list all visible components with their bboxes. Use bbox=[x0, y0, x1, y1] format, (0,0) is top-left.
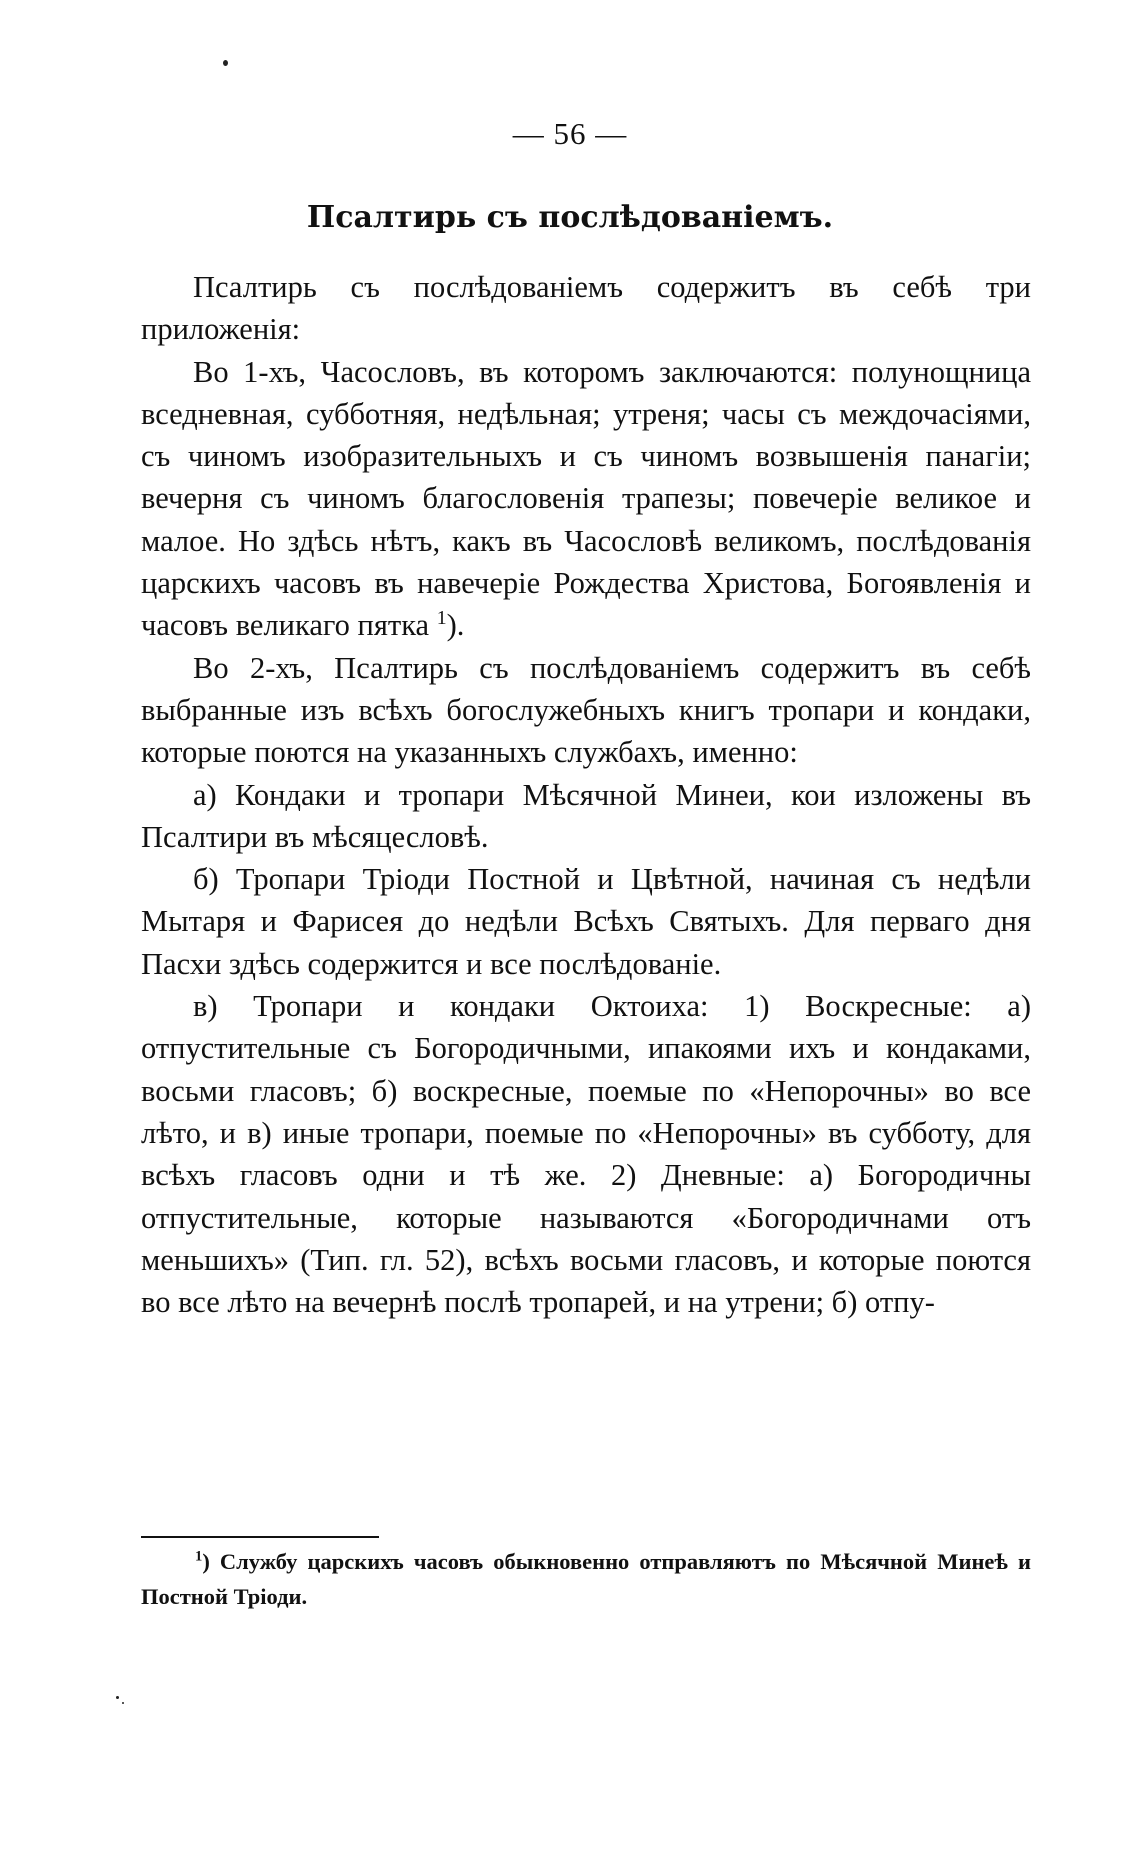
ink-speck bbox=[223, 60, 228, 66]
body-text bbox=[141, 266, 1031, 1323]
paragraph-second-appendix: Во 2-хъ, Псалтирь съ послѣдованіемъ содержитъ въ себѣ выбранные изъ всѣхъ богослужебныхъ книгъ тропари и кондаки, которые поются на указанныхъ службахъ, именно: bbox=[141, 650, 1031, 770]
ink-speck bbox=[116, 1696, 119, 1699]
footnote-text: ) Службу царскихъ часовъ обыкновенно отправляютъ по Мѣсячной Минеѣ и Постной Тріоди. bbox=[141, 1549, 1031, 1609]
paragraph-item-v: в) Тропари и кондаки Октоиха: 1) Воскресные: а) отпустительные съ Богородичными, ипакоями ихъ и кондаками, восьми гласовъ; б) воскресные, поемые по «Непорочны» во все лѣто, и в) иные тропари, поемые по «Непорочны» въ субботу, для всѣхъ гласовъ одни и тѣ же. 2) Дневные: а) Богородичны отпустительные, которые называются «Богородичнами отъ меньшихъ» (Тип. гл. 52), всѣхъ восьми гласовъ, и которые поются во все лѣто на вечернѣ послѣ тропарей, и на утрени; б) отпу- bbox=[141, 989, 1031, 1320]
footnote-divider bbox=[141, 1536, 379, 1538]
section-title: Псалтирь съ послѣдованіемъ. bbox=[306, 200, 834, 235]
footnote-reference: 1 bbox=[436, 607, 447, 630]
footnote-marker: 1 bbox=[195, 1548, 203, 1565]
paragraph-text: Во 1-хъ, Часословъ, въ которомъ заключаются: полунощница вседневная, субботняя, недѣльная; утреня; часы съ междочасіями, съ чиномъ изобразительныхъ и съ чиномъ возвышенія панагіи; вечерня съ чиномъ благословенія трапезы; повечеріе великое и малое. Но здѣсь нѣтъ, какъ въ Часословѣ великомъ, послѣдованія царскихъ часовъ въ навечеріе Рождества Христова, Богоявленія и часовъ великаго пятка bbox=[141, 354, 1031, 643]
paragraph-end: ). bbox=[446, 608, 465, 643]
page-number: — 56 — bbox=[512, 116, 628, 151]
footnote bbox=[141, 1544, 1031, 1614]
paragraph-intro: Псалтирь съ послѣдованіемъ содержитъ въ себѣ три приложенія: bbox=[141, 270, 1031, 347]
paragraph-item-a: а) Кондаки и тропари Мѣсячной Минеи, кои изложены въ Псалтири въ мѣсяцесловѣ. bbox=[141, 777, 1031, 854]
paragraph-item-b: б) Тропари Тріоди Постной и Цвѣтной, начиная съ недѣли Мытаря и Фарисея до недѣли Всѣхъ Святыхъ. Для перваго дня Пасхи здѣсь содержится и все послѣдованіе. bbox=[141, 862, 1031, 981]
paragraph-first-appendix bbox=[141, 351, 1031, 647]
ink-speck bbox=[122, 1702, 124, 1704]
